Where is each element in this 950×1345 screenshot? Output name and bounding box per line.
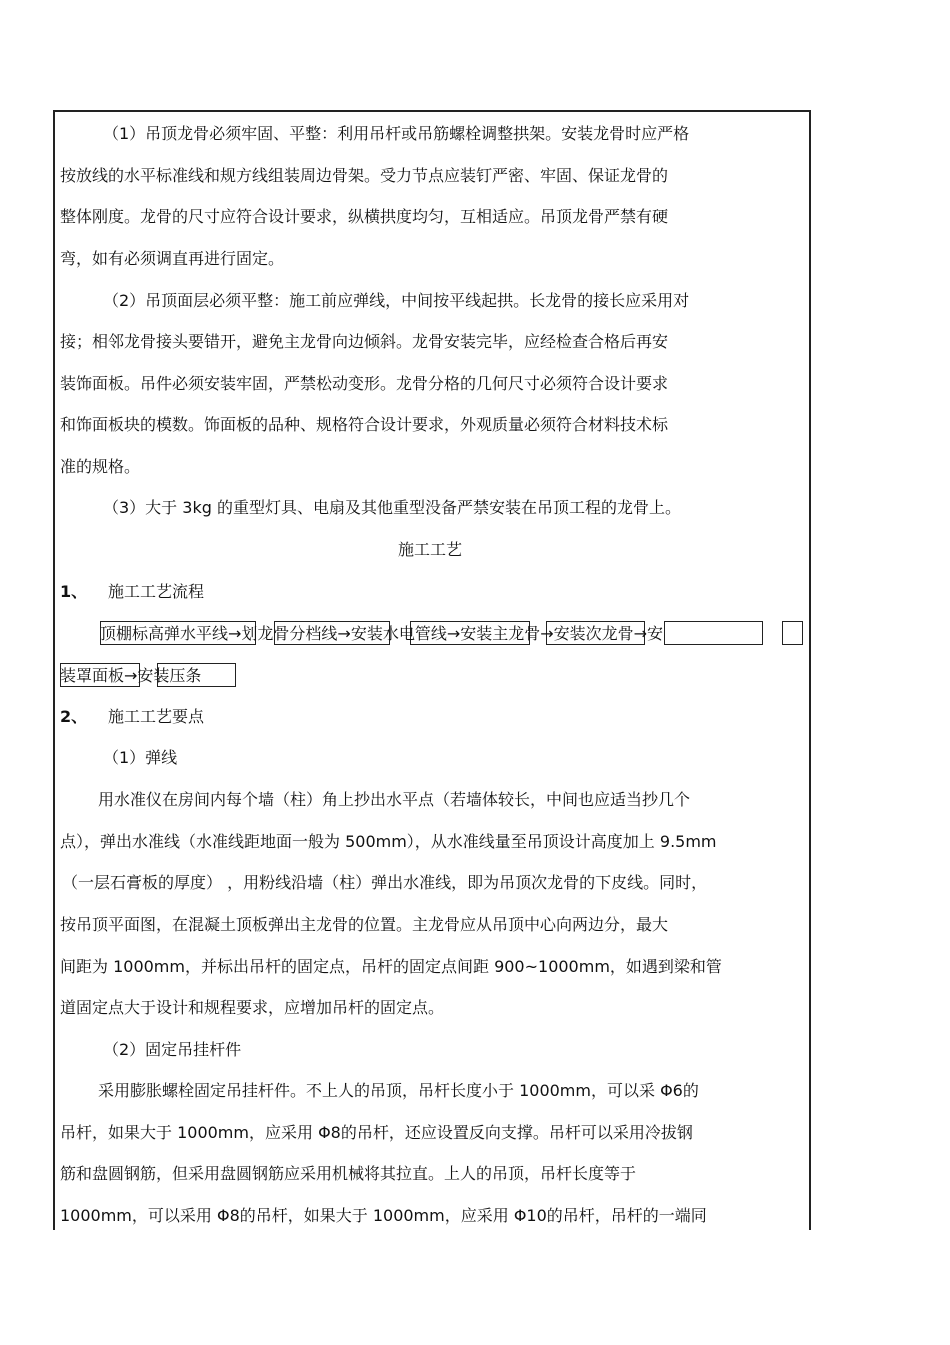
text-line: 按放线的水平标准线和规方线组装周边骨架。受力节点应装钉严密、牢固、保证龙骨的	[60, 166, 669, 185]
flow-box	[664, 621, 763, 645]
text-line: （2）吊顶面层必须平整：施工前应弹线，中间按平线起拱。长龙骨的接长应采用对	[103, 291, 690, 310]
text-line: 点），弹出水准线（水准线距地面一般为 500mm），从水准线量至吊顶设计高度加上 9.5mm	[60, 832, 717, 851]
text-line: 筋和盘圆钢筋，但采用盘圆钢筋应采用机械将其拉直。上人的吊顶，吊杆长度等于	[60, 1164, 637, 1183]
text-line: 整体刚度。龙骨的尺寸应符合设计要求，纵横拱度均匀，互相适应。吊顶龙骨严禁有硬	[60, 207, 669, 226]
heading-title: 施工工艺要点	[108, 707, 205, 726]
text-line: 准的规格。	[60, 457, 141, 476]
text-line: （1）吊顶龙骨必须牢固、平整：利用吊杆或吊筋螺栓调整拱架。安装龙骨时应严格	[103, 124, 690, 143]
text-line: 弯，如有必须调直再进行固定。	[60, 249, 285, 268]
text-line: 装饰面板。吊件必须安装牢固，严禁松动变形。龙骨分格的几何尺寸必须符合设计要求	[60, 374, 669, 393]
section-title: 施工工艺	[397, 540, 462, 559]
subheading: （1）弹线	[103, 748, 178, 767]
text-line: （一层石膏板的厚度） ，用粉线沿墙（柱）弹出水准线，即为吊顶次龙骨的下皮线。同时，	[62, 873, 708, 892]
heading-number: 2、	[60, 707, 88, 726]
text-line: 接；相邻龙骨接头要错开，避免主龙骨向边倾斜。龙骨安装完毕，应经检查合格后再安	[60, 332, 669, 351]
subheading: （2）固定吊挂杆件	[103, 1040, 242, 1059]
heading-number: 1、	[60, 582, 88, 601]
flow-line: 装罩面板→安装压条	[60, 666, 202, 685]
text-line: 吊杆，如果大于 1000mm，应采用 Φ8的吊杆，还应设置反向支撑。吊杆可以采用冷拔钢	[60, 1123, 693, 1142]
flow-box	[782, 621, 803, 645]
text-line: 1000mm，可以采用 Φ8的吊杆，如果大于 1000mm，应采用 Φ10的吊杆，吊杆的一端同	[60, 1206, 707, 1225]
text-line: （3）大于 3kg 的重型灯具、电扇及其他重型没备严禁安装在吊顶工程的龙骨上。	[103, 498, 681, 517]
text-line: 按吊顶平面图，在混凝土顶板弹出主龙骨的位置。主龙骨应从吊顶中心向两边分，最大	[60, 915, 669, 934]
text-line: 采用膨胀螺栓固定吊挂杆件。不上人的吊顶，吊杆长度小于 1000mm，可以采 Φ6的	[98, 1081, 699, 1100]
heading-title: 施工工艺流程	[108, 582, 205, 601]
flow-line: 顶棚标高弹水平线→划龙骨分档线→安装水电管线→安装主龙骨→安装次龙骨→安	[100, 624, 664, 643]
text-line: 道固定点大于设计和规程要求，应增加吊杆的固定点。	[60, 998, 445, 1017]
text-line: 和饰面板块的模数。饰面板的品种、规格符合设计要求，外观质量必须符合材料技术标	[60, 415, 669, 434]
text-line: 用水准仪在房间内每个墙（柱）角上抄出水平点（若墙体较长，中间也应适当抄几个	[98, 790, 691, 809]
text-line: 间距为 1000mm，并标出吊杆的固定点，吊杆的固定点间距 900~1000mm，如遇到梁和管	[60, 957, 722, 976]
